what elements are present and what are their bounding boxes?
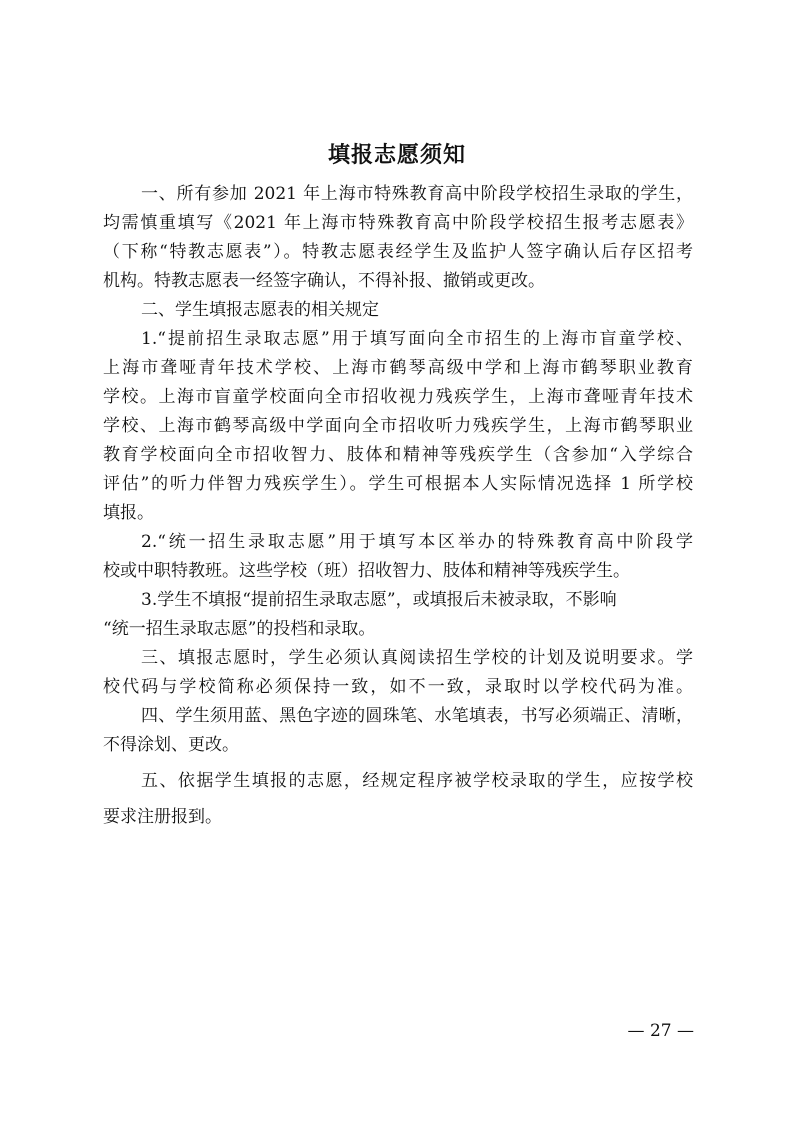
paragraph-line: 填报。	[103, 503, 154, 523]
section-heading: 二、学生填报志愿表的相关规定	[141, 300, 379, 320]
paragraph-line: 3.学生不填报“提前招生录取志愿”，或填报后未被录取，不影响	[141, 590, 617, 610]
paragraph-line: 均需慎重填写《2021 年上海市特殊教育高中阶段学校招生报考志愿表》	[103, 213, 693, 233]
paragraph-line: 机构。特教志愿表一经签字确认，不得补报、撤销或更改。	[103, 271, 545, 291]
paragraph-line: 教育学校面向全市招收智力、肢体和精神等残疾学生（含参加“入学综合	[103, 445, 693, 465]
paragraph-line: 五、依据学生填报的志愿，经规定程序被学校录取的学生，应按学校	[141, 771, 693, 791]
paragraph-line: 学校。上海市盲童学校面向全市招收视力残疾学生，上海市聋哑青年技术	[103, 387, 693, 407]
paragraph-line: 一、所有参加 2021 年上海市特殊教育高中阶段学校招生录取的学生，	[141, 184, 693, 204]
paragraph-line: 三、填报志愿时，学生必须认真阅读招生学校的计划及说明要求。学	[141, 648, 693, 668]
paragraph-line: 不得涂划、更改。	[103, 735, 239, 755]
paragraph-line: 校或中职特教班。这些学校（班）招收智力、肢体和精神等残疾学生。	[103, 561, 630, 581]
paragraph-line: 四、学生须用蓝、黑色字迹的圆珠笔、水笔填表，书写必须端正、清晰，	[141, 706, 693, 726]
page-number: — 27 —	[627, 1021, 694, 1041]
paragraph-line: “统一招生录取志愿”的投档和录取。	[103, 619, 376, 639]
page-title: 填报志愿须知	[327, 142, 466, 168]
paragraph-line: 2.“统一招生录取志愿”用于填写本区举办的特殊教育高中阶段学	[141, 532, 693, 552]
paragraph-line: 1.“提前招生录取志愿”用于填写面向全市招生的上海市盲童学校、	[141, 329, 693, 349]
paragraph-line: （下称“特教志愿表”）。特教志愿表经学生及监护人签字确认后存区招考	[103, 242, 693, 262]
paragraph-line: 要求注册报到。	[103, 807, 222, 827]
paragraph-line: 学校、上海市鹤琴高级中学面向全市招收听力残疾学生，上海市鹤琴职业	[103, 416, 693, 436]
paragraph-line: 校代码与学校简称必须保持一致，如不一致，录取时以学校代码为准。	[103, 677, 693, 697]
paragraph-line: 评估”的听力伴智力残疾学生）。学生可根据本人实际情况选择 1 所学校	[103, 474, 693, 494]
paragraph-line: 上海市聋哑青年技术学校、上海市鹤琴高级中学和上海市鹤琴职业教育	[103, 358, 693, 378]
